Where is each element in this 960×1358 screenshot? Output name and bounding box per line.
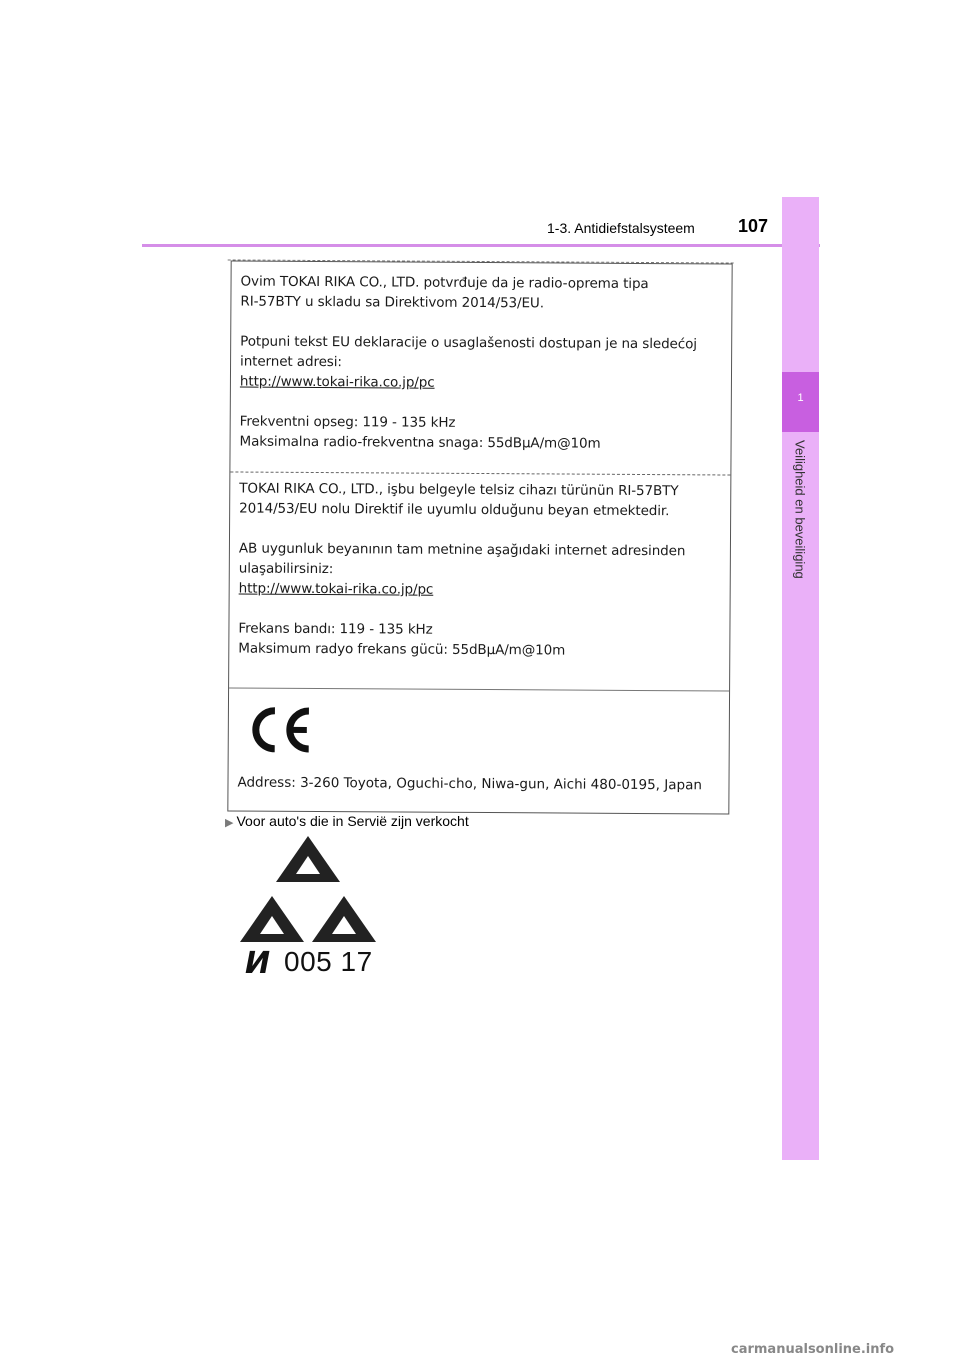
turkish-declaration: [229, 471, 730, 690]
serbia-mark-letter: И: [245, 946, 271, 981]
turkish-line-3: AB uygunluk beyanının tam metnine aşağıdaki internet adresinden: [238, 540, 686, 560]
serbian-frequency: Frekventni opseg: 119 - 135 kHz: [239, 413, 456, 431]
serbian-line-2: RI-57BTY u skladu sa Direktivom 2014/53/EU.: [240, 293, 544, 312]
serbian-line-4: internet adresi:: [240, 353, 342, 371]
serbian-line-3: Potpuni tekst EU deklaracije o usaglašenosti dostupan je na sledećoj: [240, 333, 697, 353]
chapter-title: Veiligheid en beveiliging: [792, 440, 808, 579]
manufacturer-address: Address: 3-260 Toyota, Oguchi-cho, Niwa-gun, Aichi 480-0195, Japan: [237, 774, 702, 794]
page-number: 107: [738, 216, 769, 236]
bullet-text: Voor auto's die in Servië zijn verkocht: [236, 813, 469, 829]
serbia-approval-triangles-icon: [236, 832, 381, 947]
turkish-line-4: ulaşabilirsiniz:: [238, 560, 334, 578]
serbian-line-1: Ovim TOKAI RIKA CO., LTD. potvrđuje da je radio-oprema tipa: [240, 273, 649, 293]
watermark: carmanualsonline.info: [731, 1342, 895, 1357]
chapter-number: 1: [797, 392, 804, 404]
bullet-triangle-icon: ▶: [225, 817, 234, 829]
chapter-number-box: [782, 372, 819, 432]
serbia-approval-code: 005 17: [284, 946, 373, 977]
turkish-line-2: 2014/53/EU nolu Direktif ile uyumlu olduğunu beyan etmektedir.: [239, 500, 670, 520]
section-title: 1-3. Antidiefstalsysteem: [547, 220, 695, 236]
header-divider: [142, 244, 820, 247]
certification-label: [227, 260, 732, 814]
serbian-power: Maksimalna radio-frekventna snaga: 55dBµA/m@10m: [239, 433, 601, 452]
bullet-item: [225, 813, 469, 829]
ce-mark-icon: [245, 705, 313, 755]
turkish-line-1: TOKAI RIKA CO., LTD., işbu belgeyle telsiz cihazı türünün RI-57BTY: [239, 480, 679, 500]
serbian-declaration: [230, 261, 731, 474]
chapter-side-tab: [782, 197, 819, 1160]
turkish-power: Maksimum radyo frekans gücü: 55dBµA/m@10m: [238, 640, 566, 659]
ce-section: [228, 687, 729, 815]
turkish-url: http://www.tokai-rika.co.jp/pc: [238, 580, 434, 598]
turkish-frequency: Frekans bandı: 119 - 135 kHz: [238, 620, 433, 638]
serbian-url: http://www.tokai-rika.co.jp/pc: [239, 373, 435, 391]
